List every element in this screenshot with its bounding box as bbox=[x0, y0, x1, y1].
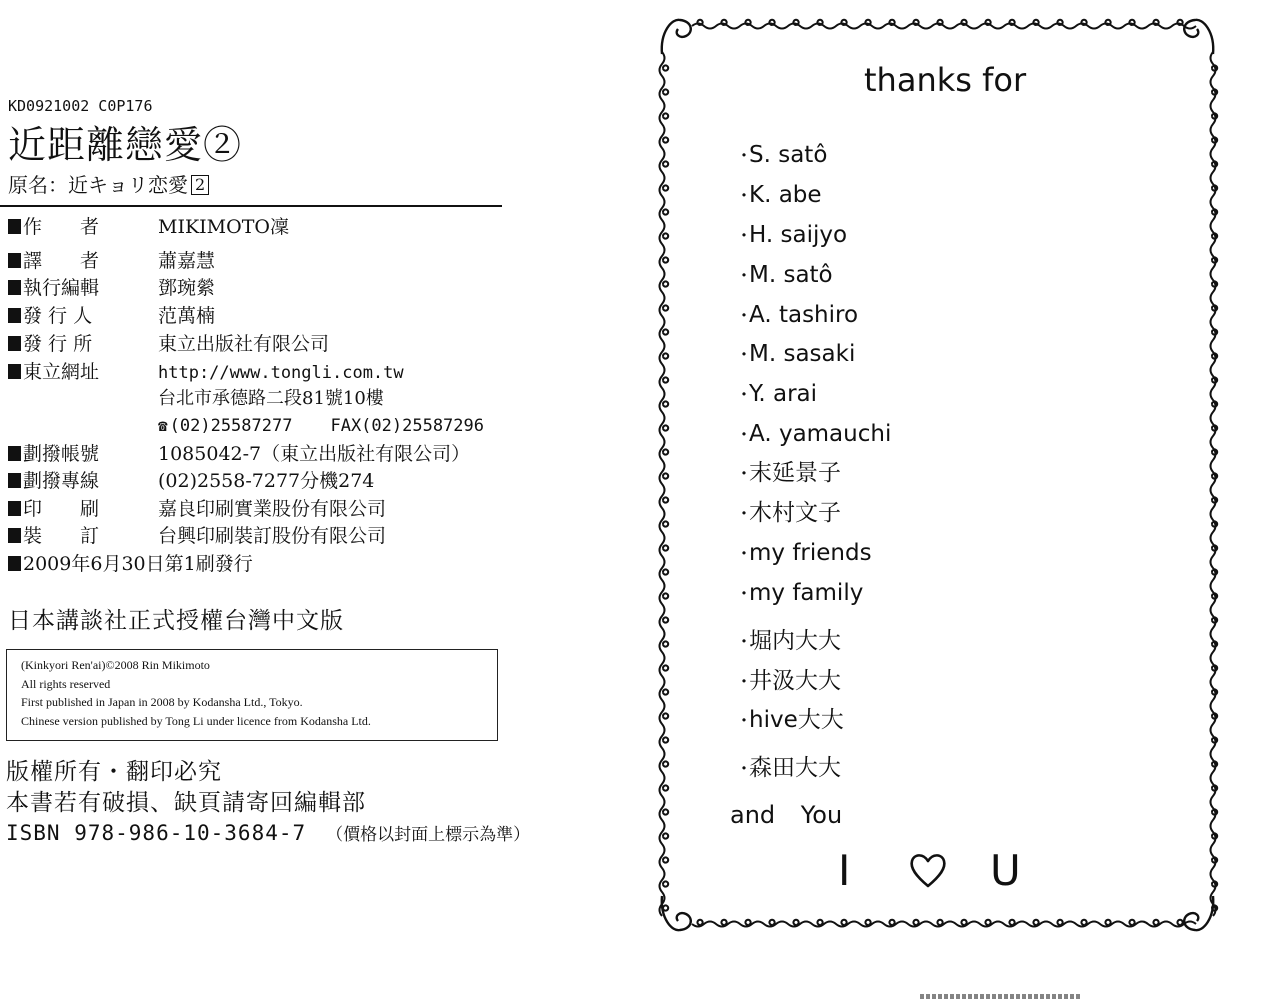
bullet-dot: ・ bbox=[735, 759, 753, 780]
info-label: 譯 者 bbox=[23, 250, 100, 272]
info-label: 發 行 所 bbox=[23, 333, 93, 355]
thanks-name: M. sasaki bbox=[749, 341, 856, 367]
thanks-item bbox=[735, 626, 841, 658]
info-label: 發 行 人 bbox=[23, 305, 93, 327]
bullet-dot: ・ bbox=[735, 544, 753, 565]
damage-notice: 本書若有破損、缺頁請寄回編輯部 bbox=[6, 790, 366, 816]
info-row-publisher bbox=[8, 304, 215, 328]
thanks-page bbox=[650, 10, 1225, 940]
bullet-square-icon bbox=[8, 336, 21, 351]
bullet-dot: ・ bbox=[735, 266, 753, 287]
thanks-name: 堀内大大 bbox=[749, 628, 841, 654]
corner-bottom-right bbox=[1184, 896, 1213, 930]
frame-right-border bbox=[1211, 52, 1218, 916]
thanks-name: my family bbox=[749, 580, 864, 606]
info-row-printer bbox=[8, 497, 386, 521]
info-value: MIKIMOTO凜 bbox=[158, 216, 289, 238]
info-row-binder bbox=[8, 524, 386, 548]
bullet-dot: ・ bbox=[735, 584, 753, 605]
original-title-volume: 2 bbox=[191, 175, 209, 195]
info-value: 1085042-7（東立出版社有限公司） bbox=[158, 443, 471, 465]
bullet-square-icon bbox=[8, 473, 21, 488]
thanks-item bbox=[735, 498, 841, 530]
thanks-item bbox=[735, 705, 844, 737]
copyright-line: (Kinkyori Ren'ai)©2008 Rin Mikimoto bbox=[21, 658, 210, 672]
info-row-author bbox=[8, 215, 289, 239]
frame-left-border bbox=[660, 52, 669, 916]
bullet-square-icon bbox=[8, 364, 21, 379]
thanks-name: M. satô bbox=[749, 262, 833, 288]
thanks-item bbox=[735, 260, 833, 292]
info-label: 執行編輯 bbox=[23, 277, 100, 299]
scan-edge-marks bbox=[920, 994, 1080, 999]
info-label: 劃撥專線 bbox=[23, 470, 100, 492]
price-note: （價格以封面上標示為準） bbox=[326, 825, 531, 845]
thanks-item bbox=[735, 220, 847, 252]
isbn-line bbox=[6, 820, 530, 845]
info-label: 印 刷 bbox=[23, 498, 100, 520]
corner-top-right bbox=[1184, 20, 1213, 54]
heart-icon bbox=[908, 850, 948, 890]
bullet-dot: ・ bbox=[735, 226, 753, 247]
info-row-postal-account bbox=[8, 442, 470, 466]
bullet-square-icon bbox=[8, 308, 21, 323]
thanks-name: 森田大大 bbox=[749, 755, 841, 781]
info-value: 范萬楠 bbox=[158, 305, 216, 327]
bullet-dot: ・ bbox=[735, 146, 753, 167]
info-value: 嘉良印刷實業股份有限公司 bbox=[158, 498, 387, 520]
original-title-text: 原名：近キョリ恋愛 bbox=[8, 173, 188, 197]
info-label: 裝 訂 bbox=[23, 525, 100, 547]
thanks-name: 井汲大大 bbox=[749, 668, 841, 694]
thanks-item bbox=[735, 300, 858, 332]
bullet-square-icon bbox=[8, 280, 21, 295]
bullet-square-icon bbox=[8, 253, 21, 268]
publisher-address: 台北市承德路二段81號10樓 bbox=[158, 388, 384, 409]
frame-bottom-border bbox=[692, 920, 1196, 927]
info-value: 東立出版社有限公司 bbox=[158, 333, 330, 355]
love-letter-i: I bbox=[838, 846, 851, 895]
info-label: 劃撥帳號 bbox=[23, 443, 100, 465]
frame-scroll bbox=[1211, 52, 1218, 916]
copyright-line: First published in Japan in 2008 by Kodansha Ltd., Tokyo. bbox=[21, 695, 303, 709]
info-value: (02)2558-7277分機274 bbox=[158, 470, 375, 492]
thanks-name: 末延景子 bbox=[749, 460, 841, 486]
book-title: 近距離戀愛② bbox=[8, 123, 243, 167]
bullet-dot: ・ bbox=[735, 306, 753, 327]
corner-bottom-left bbox=[662, 896, 691, 930]
bullet-dot: ・ bbox=[735, 504, 753, 525]
original-title bbox=[8, 172, 209, 198]
frame-top-border bbox=[692, 20, 1196, 29]
title-divider bbox=[0, 205, 502, 207]
publish-date bbox=[8, 552, 253, 576]
colophon-page bbox=[0, 0, 560, 999]
thanks-name: my friends bbox=[749, 540, 872, 566]
thanks-name: A. tashiro bbox=[749, 302, 859, 328]
bullet-dot: ・ bbox=[735, 186, 753, 207]
copyright-line: Chinese version published by Tong Li under licence from Kodansha Ltd. bbox=[21, 713, 371, 728]
bullet-square-icon bbox=[8, 446, 21, 461]
info-row-postal-line bbox=[8, 469, 374, 493]
thanks-item bbox=[735, 666, 841, 698]
info-row-publishing-house bbox=[8, 332, 329, 356]
thanks-name: S. satô bbox=[749, 142, 828, 168]
thanks-item bbox=[735, 419, 891, 451]
thanks-name: 木村文子 bbox=[749, 500, 841, 526]
info-value: 蕭嘉慧 bbox=[158, 250, 216, 272]
thanks-item bbox=[735, 140, 827, 172]
bullet-dot: ・ bbox=[735, 425, 753, 446]
phone-number: (02)25587277 bbox=[169, 416, 293, 436]
phone-fax-line bbox=[158, 414, 484, 438]
frame-scroll bbox=[692, 20, 1196, 29]
bullet-dot: ・ bbox=[735, 385, 753, 406]
product-code: KD0921002 C0P176 bbox=[8, 97, 153, 115]
info-row-editor bbox=[8, 276, 215, 300]
bullet-square-icon bbox=[8, 528, 21, 543]
thanks-item bbox=[735, 180, 822, 212]
info-row-translator bbox=[8, 249, 215, 273]
website-url[interactable]: http://www.tongli.com.tw bbox=[158, 363, 404, 383]
info-label: 東立網址 bbox=[23, 361, 100, 383]
bullet-dot: ・ bbox=[735, 345, 753, 366]
thanks-item bbox=[735, 379, 817, 411]
bullet-dot: ・ bbox=[735, 711, 753, 732]
corner-top-left bbox=[662, 20, 691, 54]
frame-scroll bbox=[660, 52, 669, 916]
phone-icon: ☎ bbox=[158, 416, 168, 435]
info-value: 鄧琬縈 bbox=[158, 277, 216, 299]
thanks-name: Y. arai bbox=[749, 381, 818, 407]
info-value: 台興印刷裝訂股份有限公司 bbox=[158, 525, 387, 547]
bullet-square-icon bbox=[8, 219, 21, 234]
copyright-line: All rights reserved bbox=[21, 676, 111, 691]
thanks-name: hive大大 bbox=[749, 707, 844, 733]
thanks-name: H. saijyo bbox=[749, 222, 848, 248]
bullet-square-icon bbox=[8, 556, 21, 571]
thanks-name: A. yamauchi bbox=[749, 421, 892, 447]
bullet-dot: ・ bbox=[735, 464, 753, 485]
bullet-dot: ・ bbox=[735, 672, 753, 693]
thanks-item bbox=[735, 538, 872, 570]
love-letter-u: U bbox=[990, 846, 1021, 895]
bullet-dot: ・ bbox=[735, 632, 753, 653]
fax-number: FAX(02)25587296 bbox=[330, 416, 484, 436]
love-message bbox=[830, 846, 1050, 896]
publish-date-text: 2009年6月30日第1刷發行 bbox=[23, 553, 253, 575]
and-you: and You bbox=[730, 801, 843, 829]
frame-scroll bbox=[692, 920, 1196, 927]
thanks-item bbox=[735, 753, 841, 785]
bullet-square-icon bbox=[8, 501, 21, 516]
license-heading: 日本講談社正式授權台灣中文版 bbox=[8, 608, 344, 634]
info-row-website bbox=[8, 360, 404, 385]
isbn-number: ISBN 978-986-10-3684-7 bbox=[6, 821, 307, 845]
thanks-item bbox=[735, 458, 841, 490]
info-label: 作 者 bbox=[23, 216, 100, 238]
thanks-name: K. abe bbox=[749, 182, 822, 208]
copyright-box bbox=[6, 649, 498, 741]
rights-reserved: 版權所有・翻印必究 bbox=[6, 759, 222, 785]
thanks-item bbox=[735, 578, 863, 610]
thanks-item bbox=[735, 339, 855, 371]
thanks-title: thanks for bbox=[864, 61, 1027, 99]
